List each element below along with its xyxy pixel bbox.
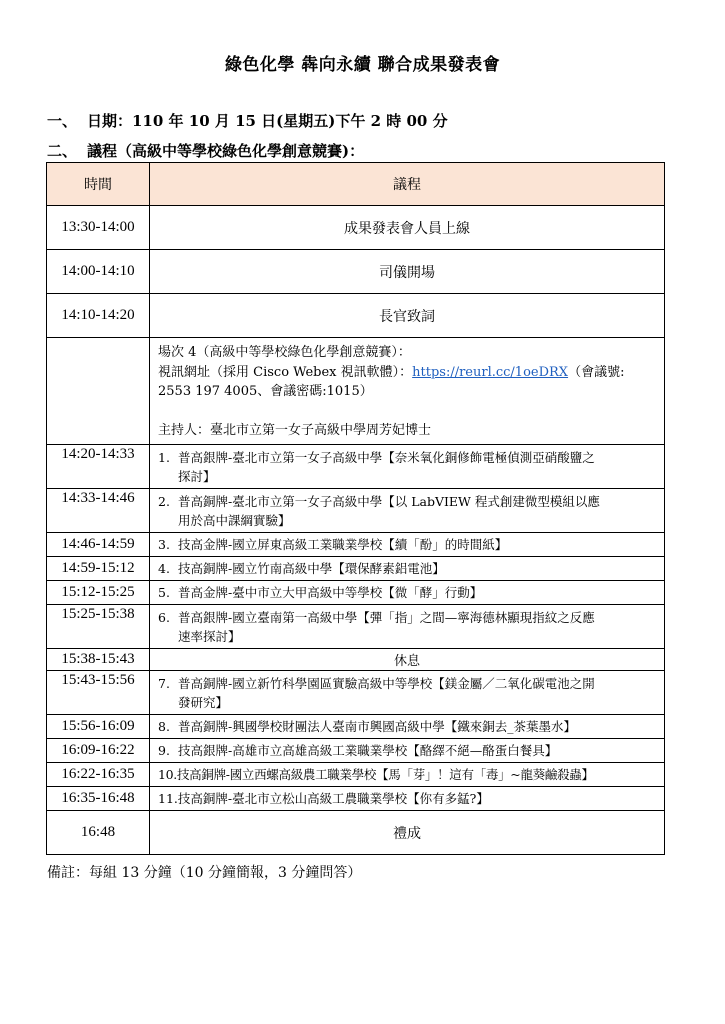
closing-time: 16:48 <box>47 811 150 855</box>
row-text <box>150 605 665 649</box>
item-line1: 普高銅牌-國立新竹科學園區實驗高級中等學校【鎂金屬／二氧化碳電池之開 <box>178 675 595 691</box>
row-time: 14:46-14:59 <box>47 533 150 557</box>
session-title: 場次 4（高級中等學校綠色化學創意競賽）： <box>158 345 411 360</box>
agenda-line-number: 二、 <box>47 142 78 160</box>
header-agenda: 議程 <box>150 163 665 206</box>
table-row <box>47 250 665 294</box>
row-time: 14:33-14:46 <box>47 489 150 533</box>
table-row <box>47 739 665 763</box>
row-text: 長官致詞 <box>150 294 665 338</box>
table-row <box>47 489 665 533</box>
row-text <box>150 763 665 787</box>
row-text <box>150 671 665 715</box>
session-host: 主持人：臺北市立第一女子高級中學周芳妃博士 <box>158 422 432 438</box>
item-number: 6. <box>158 609 170 625</box>
item-number: 10. <box>158 767 177 782</box>
item-number: 2. <box>158 493 170 509</box>
session-info <box>150 338 665 445</box>
table-row <box>47 715 665 739</box>
item-number: 5. <box>158 585 170 600</box>
item-line1: 普高金牌-臺中市立大甲高級中等學校【微「酵」行動】 <box>178 585 483 600</box>
break-row <box>47 649 665 671</box>
closing-row <box>47 811 665 855</box>
table-row <box>47 557 665 581</box>
item-line1: 普高銀牌-國立臺南第一高級中學【彈「指」之間—寧海德林顯現指紋之反應 <box>178 609 595 625</box>
row-text <box>150 489 665 533</box>
row-time: 15:12-15:25 <box>47 581 150 605</box>
item-number: 8. <box>158 719 170 734</box>
row-time: 14:10-14:20 <box>47 294 150 338</box>
item-line1: 普高銅牌-臺北市立第一女子高級中學【以 LabVIEW 程式創建微型模組以應 <box>178 493 600 509</box>
item-line2: 探討】 <box>178 468 216 484</box>
row-time: 16:22-16:35 <box>47 763 150 787</box>
session-info-row <box>47 338 665 445</box>
row-time: 16:35-16:48 <box>47 787 150 811</box>
session-time-empty <box>47 338 150 445</box>
table-row <box>47 605 665 649</box>
row-text <box>150 715 665 739</box>
item-line1: 普高銅牌-興國學校財團法人臺南市興國高級中學【鐵來銅去_茶葉墨水】 <box>178 719 576 734</box>
agenda-line-text: 議程（高級中等學校綠色化學創意競賽)： <box>87 142 365 160</box>
table-row <box>47 533 665 557</box>
table-row <box>47 763 665 787</box>
row-text: 司儀開場 <box>150 250 665 294</box>
item-line2: 速率探討】 <box>178 628 241 644</box>
session-webex-suffix: （會議號: 2553 197 4005、會議密碼:1015） <box>158 364 625 399</box>
item-number: 4. <box>158 561 170 576</box>
webex-link[interactable]: https://reurl.cc/1oeDRX <box>412 364 569 380</box>
row-text <box>150 445 665 489</box>
date-line-text: 日期：110 年 10 月 15 日(星期五)下午 2 時 00 分 <box>87 112 448 130</box>
footnote: 備註：每組 13 分鐘（10 分鐘簡報，3 分鐘問答） <box>47 865 362 881</box>
row-time: 16:09-16:22 <box>47 739 150 763</box>
table-row <box>47 671 665 715</box>
item-line1: 技高銀牌-高雄市立高雄高級工業職業學校【酪繹不絕—酪蛋白餐具】 <box>178 743 558 758</box>
agenda-table <box>46 162 665 855</box>
date-line-number: 一、 <box>47 112 78 130</box>
item-line2: 發研究】 <box>178 694 229 710</box>
item-number: 1. <box>158 449 170 465</box>
item-line1: 普高銀牌-臺北市立第一女子高級中學【奈米氧化銅修飾電極偵測亞硝酸鹽之 <box>178 449 595 465</box>
table-row <box>47 445 665 489</box>
row-text: 成果發表會人員上線 <box>150 206 665 250</box>
break-time: 15:38-15:43 <box>47 649 150 671</box>
table-row <box>47 787 665 811</box>
agenda-line <box>47 140 364 161</box>
item-number: 11. <box>158 791 178 806</box>
row-time: 15:56-16:09 <box>47 715 150 739</box>
closing-text: 禮成 <box>150 811 665 855</box>
row-text <box>150 533 665 557</box>
item-line1: 技高金牌-國立屏東高級工業職業學校【續「酚」的時間紙】 <box>178 537 508 552</box>
item-line2: 用於高中課綱實驗】 <box>178 512 291 528</box>
header-time: 時間 <box>47 163 150 206</box>
item-line1: 技高銅牌-國立竹南高級中學【環保酵素鋁電池】 <box>178 561 445 576</box>
row-text <box>150 739 665 763</box>
row-text <box>150 557 665 581</box>
row-time: 15:25-15:38 <box>47 605 150 649</box>
row-text <box>150 581 665 605</box>
item-number: 9. <box>158 743 170 758</box>
session-webex-prefix: 視訊網址（採用 Cisco Webex 視訊軟體）： <box>158 364 413 380</box>
row-time: 14:20-14:33 <box>47 445 150 489</box>
row-time: 15:43-15:56 <box>47 671 150 715</box>
row-time: 14:59-15:12 <box>47 557 150 581</box>
item-number: 3. <box>158 537 170 552</box>
table-row <box>47 581 665 605</box>
session-webex <box>158 363 658 402</box>
item-line1: 技高銅牌-國立西螺高級農工職業學校【馬「芽」！這有「毒」~龍葵鹼殺蟲】 <box>176 767 594 782</box>
break-text: 休息 <box>150 649 665 671</box>
row-time: 14:00-14:10 <box>47 250 150 294</box>
item-number: 7. <box>158 675 170 691</box>
date-line <box>47 110 448 131</box>
table-row <box>47 206 665 250</box>
row-text <box>150 787 665 811</box>
page-title: 綠色化學 犇向永續 聯合成果發表會 <box>224 55 501 75</box>
table-row <box>47 294 665 338</box>
table-header-row <box>47 163 665 206</box>
item-line1: 技高銅牌-臺北市立松山高級工農職業學校【你有多錳?】 <box>177 791 489 806</box>
row-time: 13:30-14:00 <box>47 206 150 250</box>
